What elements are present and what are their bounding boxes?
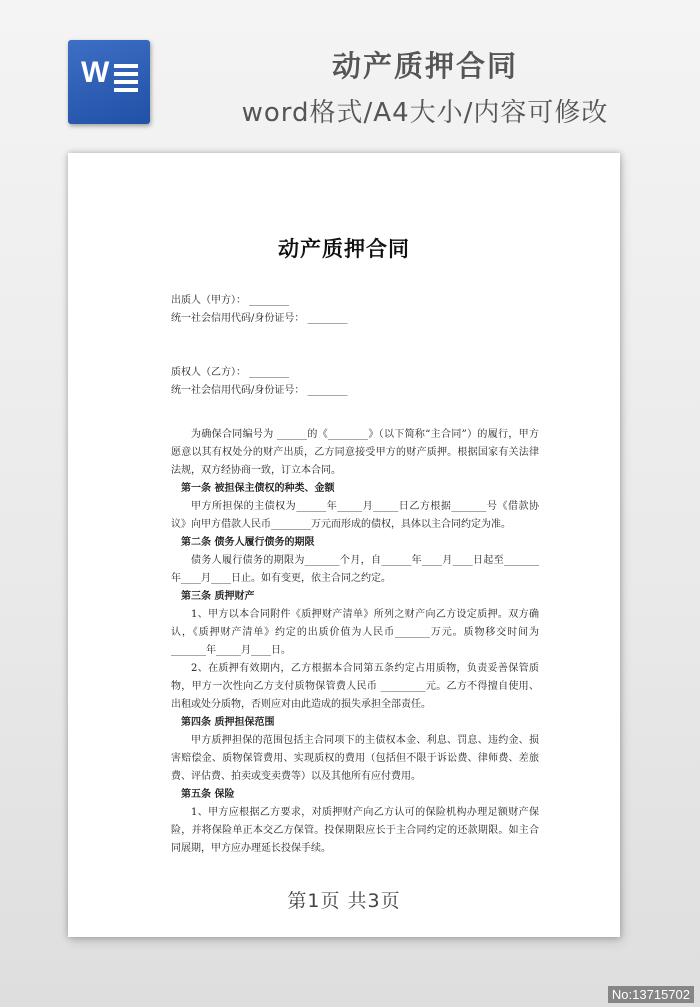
document-title: 动产质押合同 <box>278 236 410 261</box>
section-paragraph: 1、甲方应根据乙方要求，对质押财产向乙方认可的保险机构办理足额财产保险，并将保险单正本交乙方保管。投保期限应长于主合同约定的还款期限。如主合同展期，甲方应办理延长投保手续。 <box>171 807 539 854</box>
intro-paragraph: 为确保合同编号为 ______的《________》（以下简称“主合同”）的履行，甲方愿意以其有权处分的财产出质，乙方同意接受甲方的财产质押。根据国家有关法律法规，双方经协商一致，订立本合同。 <box>171 429 539 476</box>
header-title: 动产质押合同 <box>331 49 518 83</box>
header-subtitle: word格式/A4大小/内容可修改 <box>241 98 609 128</box>
party-b-id: 统一社会信用代码/身份证号： ________ <box>171 385 348 396</box>
section-heading: 第四条 质押担保范围 <box>181 717 275 728</box>
word-app-icon <box>68 40 150 124</box>
section-heading: 第一条 被担保主债权的种类、金额 <box>181 483 335 494</box>
page-number: 第1页 共3页 <box>287 890 401 912</box>
section-paragraph: 2、在质押有效期内，乙方根据本合同第五条约定占用质物，负责妥善保管质物，甲方一次性向乙方支付质物保管费人民币 _________元。乙方不得擅自使用、出租或处分质物，否则应对由此造成的损失承担全部责任。 <box>171 663 539 710</box>
section-paragraph: 甲方质押担保的范围包括主合同项下的主债权本金、利息、罚息、违约金、损害赔偿金、质物保管费用、实现质权的费用（包括但不限于诉讼费、律师费、差旅费、评估费、拍卖或变卖费等）以及其他所有应付费用。 <box>171 735 539 782</box>
document-page <box>68 153 620 937</box>
section-paragraph: 债务人履行债务的期限为_______个月，自______年____月____日起至_______年____月____日止。如有变更，依主合同之约定。 <box>171 555 539 584</box>
serial-number: No:13715702 <box>608 986 694 1003</box>
document-body <box>171 292 539 858</box>
party-a-id: 统一社会信用代码/身份证号： ________ <box>171 313 348 324</box>
word-letter-icon: W <box>81 56 110 89</box>
section-heading: 第五条 保险 <box>181 789 235 800</box>
document-lines-icon <box>114 64 138 96</box>
section-heading: 第二条 债务人履行债务的期限 <box>181 537 315 548</box>
party-a-name: 出质人（甲方）： ________ <box>171 295 290 306</box>
party-b-name: 质权人（乙方）： ________ <box>171 367 290 378</box>
section-heading: 第三条 质押财产 <box>181 591 255 602</box>
section-paragraph: 1、甲方以本合同附件《质押财产清单》所列之财产向乙方设定质押。双方确认，《质押财产清单》约定的出质价值为人民币_______万元。质物移交时间为_______年_____月____日。 <box>171 609 539 656</box>
section-paragraph: 甲方所担保的主债权为______年_____月_____日乙方根据_______号《借款协议》向甲方借款人民币________万元而形成的债权，具体以主合同约定为准。 <box>171 501 539 530</box>
